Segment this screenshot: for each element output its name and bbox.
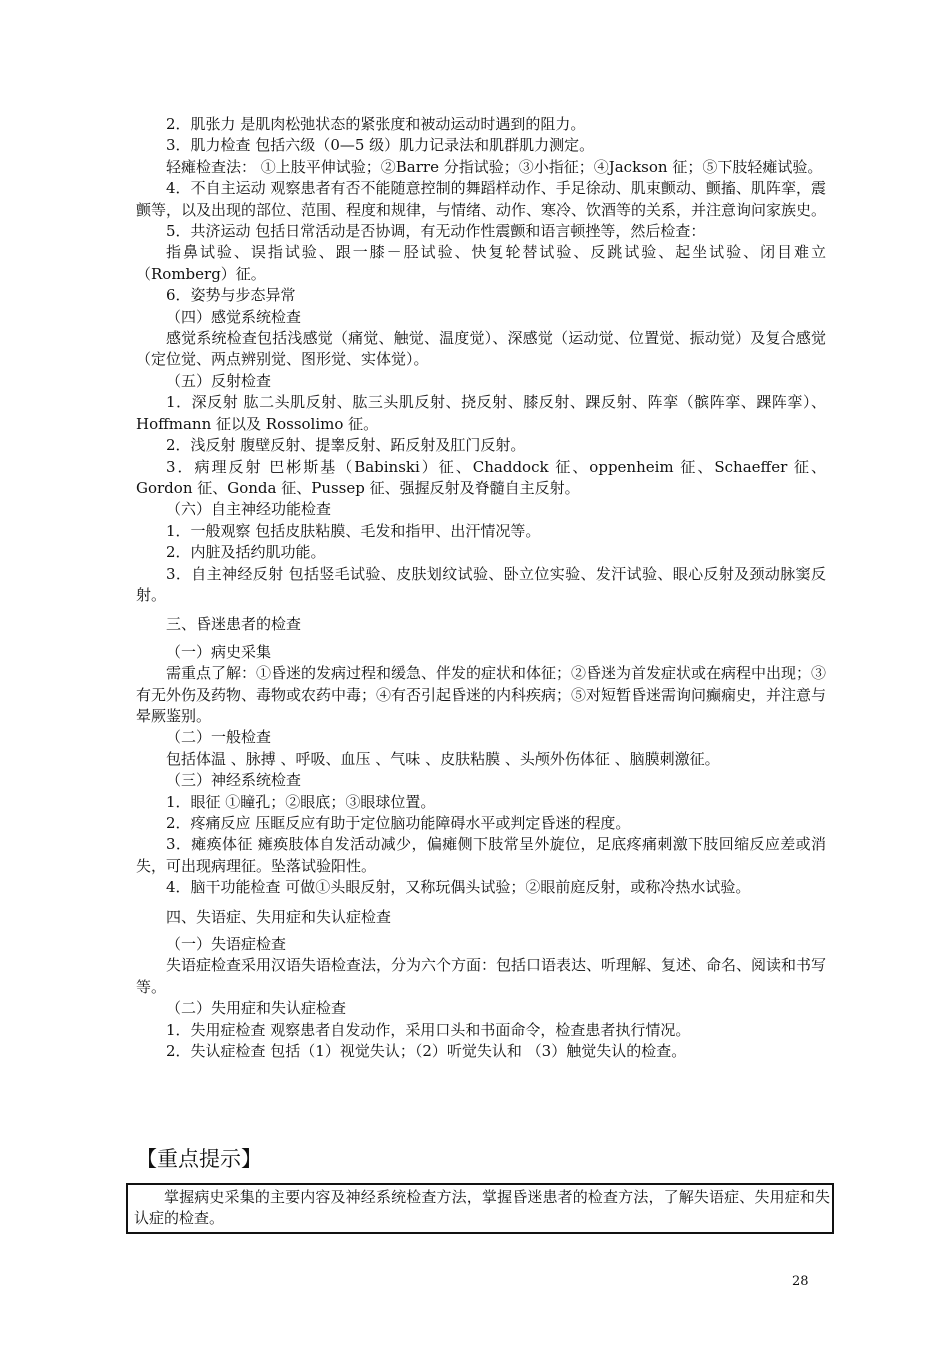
paragraph: 1．眼征 ①瞳孔；②眼底；③眼球位置。 (166, 792, 436, 811)
paragraph: 1．深反射 肱二头肌反射、肱三头肌反射、挠反射、膝反射、踝反射、阵挛（髌阵挛、踝阵挛）、Hoffmann 征以及 Rossolimo 征。 (136, 393, 826, 433)
subheading: （六）自主神经功能检查 (166, 500, 332, 519)
paragraph: 2．内脏及括约肌功能。 (166, 543, 326, 562)
body-text (136, 114, 826, 1062)
subheading: （一）失语症检查 (166, 935, 287, 954)
subheading: （四）感觉系统检查 (166, 307, 302, 326)
subheading: （二）失用症和失认症检查 (166, 999, 347, 1018)
paragraph: 4．脑干功能检查 可做①头眼反射，又称玩偶头试验；②眼前庭反射，或称冷热水试验。 (166, 878, 751, 897)
paragraph: 2．疼痛反应 压眶反应有助于定位脑功能障碍水平或判定昏迷的程度。 (166, 814, 631, 832)
paragraph: 3．肌力检查 包括六级（0—5 级）肌力记录法和肌群肌力测定。 (166, 136, 595, 155)
key-points-title: 【重点提示】 (136, 1147, 262, 1171)
section-heading: 三、昏迷患者的检查 (166, 615, 302, 634)
subheading: （一）病史采集 (166, 642, 272, 661)
paragraph: 轻瘫检查法： ①上肢平伸试验；②Barre 分指试验；③小指征；④Jackson 征；⑤下肢轻瘫试验。 (166, 157, 823, 176)
paragraph: 6．姿势与步态异常 (166, 286, 296, 305)
subheading: （五）反射检查 (166, 371, 272, 390)
paragraph: 包括体温 、脉搏 、呼吸、血压 、气味 、皮肤粘膜 、头颅外伤体征 、脑膜刺激征。 (166, 749, 720, 768)
paragraph: 2．浅反射 腹壁反射、提睾反射、跖反射及肛门反射。 (166, 436, 526, 455)
paragraph: 3．病理反射 巴彬斯基（Babinski）征、Chaddock 征、oppenheim 征、Schaeffer 征、Gordon 征、Gonda 征、Pussep 征、强握反射及脊髓自主反射。 (136, 457, 826, 497)
paragraph: 失语症检查采用汉语失语检查法，分为六个方面：包括口语表达、听理解、复述、命名、阅读和书写等。 (136, 956, 827, 996)
key-points-box (126, 1183, 834, 1234)
key-points-text: 掌握病史采集的主要内容及神经系统检查方法，掌握昏迷患者的检查方法，了解失语症、失用症和失认症的检查。 (134, 1188, 830, 1228)
paragraph: 3．瘫痪体征 瘫痪肢体自发活动减少，偏瘫侧下肢常呈外旋位，足底疼痛刺激下肢回缩反应差或消失，可出现病理征。坠落试验阳性。 (136, 835, 826, 875)
subheading: （三）神经系统检查 (166, 771, 302, 790)
paragraph: 指鼻试验、误指试验、跟一膝－胫试验、快复轮替试验、反跳试验、起坐试验、闭目难立（Romberg）征。 (136, 243, 826, 283)
paragraph: 1．一般观察 包括皮肤粘膜、毛发和指甲、出汗情况等。 (166, 521, 541, 540)
page-number: 28 (792, 1274, 809, 1289)
paragraph: 5．共济运动 包括日常活动是否协调，有无动作性震颤和语言顿挫等，然后检查： (166, 222, 706, 241)
paragraph: 2．肌张力 是肌肉松弛状态的紧张度和被动运动时遇到的阻力。 (166, 115, 586, 133)
paragraph: 2．失认症检查 包括（1）视觉失认；（2）听觉失认和 （3）触觉失认的检查。 (166, 1042, 687, 1061)
paragraph: 1．失用症检查 观察患者自发动作，采用口头和书面命令，检查患者执行情况。 (166, 1020, 691, 1039)
paragraph: 3．自主神经反射 包括竖毛试验、皮肤划纹试验、卧立位实验、发汗试验、眼心反射及颈动脉窦反射。 (136, 564, 826, 604)
subheading: （二）一般检查 (166, 728, 272, 747)
section-heading: 四、失语症、失用症和失认症检查 (166, 907, 392, 926)
paragraph: 4．不自主运动 观察患者有否不能随意控制的舞蹈样动作、手足徐动、肌束颤动、颤搐、肌阵挛，震颤等，以及出现的部位、范围、程度和规律，与情绪、动作、寒冷、饮酒等的关系，并注意询问家族史。 (136, 179, 827, 219)
paragraph: 感觉系统检查包括浅感觉（痛觉、触觉、温度觉）、深感觉（运动觉、位置觉、振动觉）及复合感觉（定位觉、两点辨别觉、图形觉、实体觉）。 (136, 329, 826, 369)
paragraph: 需重点了解：①昏迷的发病过程和缓急、伴发的症状和体征；②昏迷为首发症状或在病程中出现；③有无外伤及药物、毒物或农药中毒；④有否引起昏迷的内科疾病；⑤对短暂昏迷需询问癫痫史，并注意与晕厥鉴别。 (136, 664, 827, 725)
